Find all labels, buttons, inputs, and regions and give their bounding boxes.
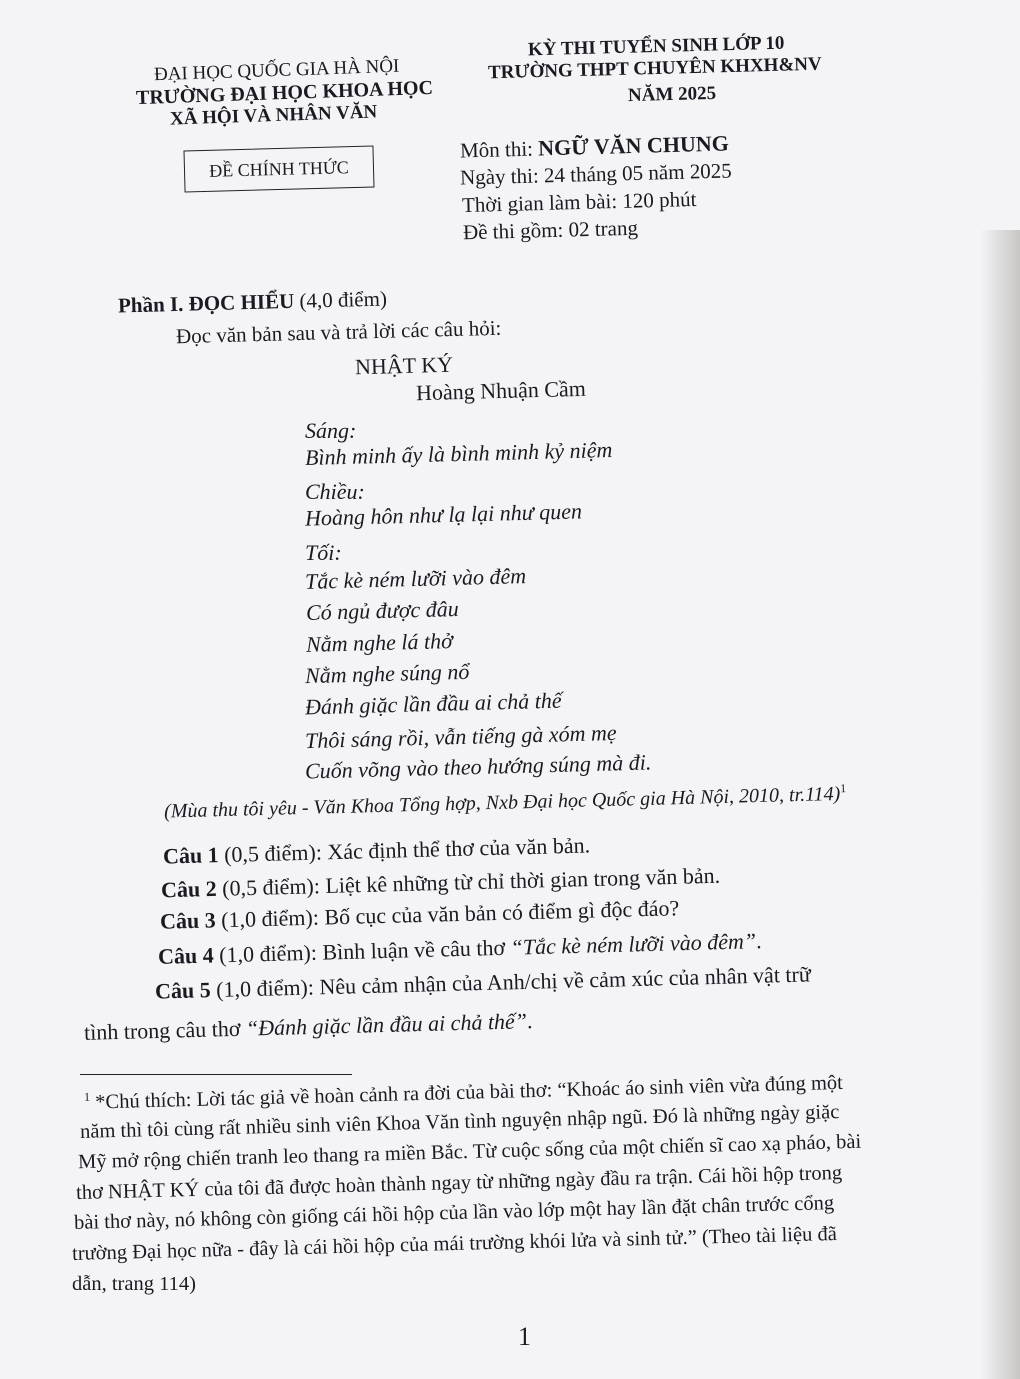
official-exam-label: ĐỀ CHÍNH THỨC: [183, 146, 374, 193]
subject-label: Môn thi:: [459, 136, 539, 163]
question-5-continued: [84, 1008, 533, 1046]
question-label: Câu 1: [162, 842, 219, 869]
question-label: Câu 4: [157, 942, 215, 969]
poem-line: Nằm nghe súng nổ: [304, 658, 470, 689]
header-school: TRƯỜNG ĐẠI HỌC KHOA HỌC: [135, 76, 434, 110]
poem-line: Bình minh ấy là bình minh kỷ niệm: [304, 436, 613, 471]
footnote-line: năm thì tôi cùng rất nhiều sinh viên Khoa Văn tình nguyện nhập ngũ. Đó là những ngày giặc: [79, 1101, 840, 1143]
question-quote: “Tắc kè ném lưỡi vào đêm”: [510, 928, 757, 960]
exam-date: Ngày thi: 24 tháng 05 năm 2025: [459, 158, 733, 190]
footnote-line: thơ NHẬT KÝ của tôi đã được hoàn thành ngay từ những ngày đầu ra trận. Cái hồi hộp trong: [75, 1161, 843, 1205]
question-text: (0,5 điểm): Liệt kê những từ chỉ thời gian trong văn bản.: [216, 862, 721, 901]
poem-line: Hoàng hôn như lạ lại như quen: [304, 498, 583, 531]
footnote-divider: [80, 1074, 352, 1075]
exam-duration: Thời gian làm bài: 120 phút: [461, 186, 697, 218]
poem-line: Tắc kè ném lưỡi vào đêm: [304, 563, 527, 594]
question-text: tình trong câu thơ: [83, 1015, 247, 1045]
subject-value: NGỮ VĂN CHUNG: [537, 130, 730, 161]
header-exam-school: TRƯỜNG THPT CHUYÊN KHXH&NV: [487, 53, 822, 84]
section-instruction: Đọc văn bản sau và trả lời các câu hỏi:: [175, 315, 502, 349]
footnote-text: *Chú thích: Lời tác giả về hoàn cảnh ra đời của bài thơ: “Khoác áo sinh viên vừa đúng một: [89, 1071, 844, 1114]
question-label: Câu 2: [160, 875, 218, 903]
poem-source-text: (Mùa thu tôi yêu - Văn Khoa Tổng hợp, Nxb Đại học Quốc gia Hà Nội, 2010, tr.114): [163, 782, 841, 823]
header-exam-title: KỲ THI TUYỂN SINH LỚP 10: [527, 32, 785, 61]
poem-line: Nằm nghe lá thở: [305, 628, 454, 657]
poem-line: Tối:: [305, 540, 342, 565]
poem-author: Hoàng Nhuận Cầm: [415, 375, 587, 406]
question-label: Câu 5: [154, 977, 212, 1004]
question-1: [163, 832, 591, 869]
footnote-line: dẫn, trang 114): [72, 1273, 196, 1295]
poem-source: [164, 781, 847, 824]
question-quote: “Đánh giặc lần đầu ai chả thế”: [245, 1008, 528, 1041]
question-label: Câu 3: [159, 907, 217, 934]
poem-line: Cuốn võng vào theo hướng súng mà đi.: [304, 749, 652, 784]
header-school-2: XÃ HỘI VÀ NHÂN VĂN: [169, 101, 378, 130]
section-points: (4,0 điểm): [293, 286, 388, 313]
section-heading: [118, 286, 387, 318]
poem-line: Đánh giặc lần đầu ai chả thế: [304, 687, 562, 720]
footnote-marker: 1: [83, 1089, 91, 1104]
paper-shadow: [980, 230, 1020, 1379]
question-text: (0,5 điểm): Xác định thể thơ của văn bản.: [218, 832, 591, 868]
question-tail: .: [755, 928, 762, 954]
poem-title: NHẬT KÝ: [354, 351, 454, 380]
poem-line: Thôi sáng rồi, vẫn tiếng gà xóm mẹ: [304, 719, 617, 754]
question-5: [155, 961, 811, 1004]
poem-line: Có ngủ được đâu: [305, 596, 459, 625]
section-title: Phần I. ĐỌC HIỂU: [117, 288, 295, 318]
poem-line: Sáng:: [305, 418, 357, 443]
header-exam-year: NĂM 2025: [627, 82, 717, 107]
question-text: (1,0 điểm): Nêu cảm nhận của Anh/chị về cảm xúc của nhân vật trữ: [210, 961, 812, 1003]
footnote-line: Mỹ mở rộng chiến tranh leo thang ra miền Bắc. Từ cuộc sống của một chiến sĩ cao xạ pháo, bài: [77, 1130, 862, 1174]
header-university: ĐẠI HỌC QUỐC GIA HÀ NỘI: [153, 55, 400, 86]
footnote-line: bài thơ này, nó không còn giống cái hồi hộp của lần vào lớp một hay lần đặt chân trước cổng: [73, 1192, 835, 1234]
footnote-line: trường Đại học nữa - đây là cái hồi hộp của mái trường khói lửa và sinh tử.” (Theo tài liệu đã: [71, 1222, 838, 1266]
page-number: 1: [518, 1322, 531, 1351]
footnote-ref: 1: [839, 781, 847, 796]
question-text: (1,0 điểm): Bình luận về câu thơ: [213, 934, 511, 968]
question-text: (1,0 điểm): Bố cục của văn bản có điểm gì độc đáo?: [215, 895, 680, 933]
poem-line: Chiều:: [305, 479, 365, 504]
question-4: [158, 928, 762, 970]
exam-pages: Đề thi gồm: 02 trang: [462, 215, 639, 245]
question-tail: .: [526, 1008, 533, 1034]
